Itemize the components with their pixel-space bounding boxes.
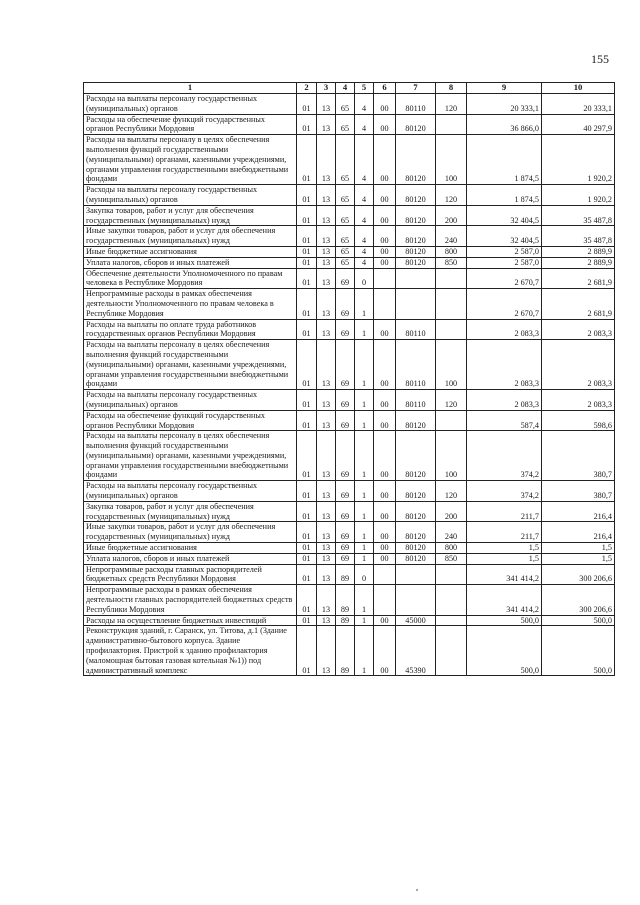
- activity-code-cell: 00: [374, 135, 396, 185]
- row-name-cell: Иные бюджетные ассигнования: [84, 543, 297, 554]
- subprogram-code-cell: 1: [355, 390, 374, 411]
- header-cell: 2: [297, 83, 317, 94]
- program-code-cell: 89: [336, 585, 355, 615]
- activity-code-cell: 00: [374, 319, 396, 340]
- row-name-cell: Непрограммные расходы в рамках обеспечения деятельности Уполномоченного по правам человека в Республике Мордовия: [84, 289, 297, 319]
- amount-year2-cell: 2 681,9: [542, 268, 615, 289]
- row-name-cell: Расходы на обеспечение функций государственных органов Республики Мордовия: [84, 114, 297, 135]
- expense-type-cell: [436, 585, 467, 615]
- target-article-cell: 80120: [396, 410, 436, 431]
- activity-code-cell: 00: [374, 481, 396, 502]
- scan-speck: [416, 889, 418, 891]
- subprogram-code-cell: 1: [355, 553, 374, 564]
- expense-type-cell: 200: [436, 501, 467, 522]
- header-cell: 10: [542, 83, 615, 94]
- activity-code-cell: [374, 585, 396, 615]
- page-number: 155: [591, 52, 609, 66]
- program-code-cell: 65: [336, 114, 355, 135]
- amount-year2-cell: 2 083,3: [542, 319, 615, 340]
- activity-code-cell: [374, 268, 396, 289]
- amount-year2-cell: 1,5: [542, 543, 615, 554]
- section-code-cell: 01: [297, 185, 317, 206]
- subsection-code-cell: 13: [317, 340, 336, 390]
- amount-year2-cell: 500,0: [542, 626, 615, 676]
- amount-year2-cell: 2 083,3: [542, 390, 615, 411]
- section-code-cell: 01: [297, 226, 317, 247]
- table-row: [84, 615, 615, 626]
- target-article-cell: 80120: [396, 543, 436, 554]
- amount-year1-cell: 32 404,5: [467, 205, 542, 226]
- activity-code-cell: 00: [374, 226, 396, 247]
- table-body: [84, 94, 615, 676]
- subsection-code-cell: 13: [317, 390, 336, 411]
- expense-type-cell: [436, 289, 467, 319]
- row-name-cell: Реконструкция зданий, г. Саранск, ул. Титова, д.1 (Здание административно-бытового корпуса. Здание профилактория. Пристрой к зданию профилактория (маломощная бытовая газовая котельная №1)) под административный комплекс: [84, 626, 297, 676]
- subprogram-code-cell: 1: [355, 340, 374, 390]
- row-name-cell: Закупка товаров, работ и услуг для обеспечения государственных (муниципальных) нужд: [84, 205, 297, 226]
- amount-year2-cell: 40 297,9: [542, 114, 615, 135]
- activity-code-cell: [374, 289, 396, 319]
- subsection-code-cell: 13: [317, 522, 336, 543]
- target-article-cell: 80120: [396, 185, 436, 206]
- table-row: [84, 626, 615, 676]
- row-name-cell: Уплата налогов, сборов и иных платежей: [84, 257, 297, 268]
- subprogram-code-cell: 4: [355, 205, 374, 226]
- section-code-cell: 01: [297, 257, 317, 268]
- section-code-cell: 01: [297, 553, 317, 564]
- row-name-cell: Расходы на выплаты персоналу государственных (муниципальных) органов: [84, 185, 297, 206]
- program-code-cell: 89: [336, 626, 355, 676]
- amount-year1-cell: 587,4: [467, 410, 542, 431]
- program-code-cell: 69: [336, 553, 355, 564]
- target-article-cell: [396, 289, 436, 319]
- program-code-cell: 69: [336, 522, 355, 543]
- activity-code-cell: 00: [374, 501, 396, 522]
- subsection-code-cell: 13: [317, 553, 336, 564]
- target-article-cell: 80120: [396, 257, 436, 268]
- amount-year1-cell: 1 874,5: [467, 135, 542, 185]
- section-code-cell: 01: [297, 431, 317, 481]
- program-code-cell: 65: [336, 205, 355, 226]
- subsection-code-cell: 13: [317, 585, 336, 615]
- program-code-cell: 89: [336, 615, 355, 626]
- amount-year1-cell: 1 874,5: [467, 185, 542, 206]
- target-article-cell: [396, 564, 436, 585]
- program-code-cell: 69: [336, 390, 355, 411]
- amount-year2-cell: 598,6: [542, 410, 615, 431]
- amount-year2-cell: 1,5: [542, 553, 615, 564]
- table-row: [84, 226, 615, 247]
- program-code-cell: 65: [336, 135, 355, 185]
- row-name-cell: Непрограммные расходы в рамках обеспечения деятельности главных распорядителей бюджетных средств Республики Мордовия: [84, 585, 297, 615]
- row-name-cell: Расходы на выплаты персоналу государственных (муниципальных) органов: [84, 94, 297, 115]
- subsection-code-cell: 13: [317, 410, 336, 431]
- program-code-cell: 65: [336, 94, 355, 115]
- activity-code-cell: 00: [374, 114, 396, 135]
- subprogram-code-cell: 1: [355, 431, 374, 481]
- table-row: [84, 114, 615, 135]
- amount-year1-cell: 2 083,3: [467, 319, 542, 340]
- amount-year2-cell: 380,7: [542, 431, 615, 481]
- header-cell: 4: [336, 83, 355, 94]
- section-code-cell: 01: [297, 319, 317, 340]
- subsection-code-cell: 13: [317, 289, 336, 319]
- subprogram-code-cell: 1: [355, 543, 374, 554]
- table-row: [84, 94, 615, 115]
- expense-type-cell: 120: [436, 94, 467, 115]
- subprogram-code-cell: 1: [355, 522, 374, 543]
- amount-year1-cell: 20 333,1: [467, 94, 542, 115]
- row-name-cell: Расходы на осуществление бюджетных инвестиций: [84, 615, 297, 626]
- table-row: [84, 501, 615, 522]
- target-article-cell: 80120: [396, 114, 436, 135]
- program-code-cell: 69: [336, 340, 355, 390]
- program-code-cell: 69: [336, 410, 355, 431]
- subsection-code-cell: 13: [317, 135, 336, 185]
- amount-year2-cell: 2 889,9: [542, 246, 615, 257]
- table-row: [84, 289, 615, 319]
- activity-code-cell: 00: [374, 543, 396, 554]
- expense-type-cell: 120: [436, 390, 467, 411]
- amount-year1-cell: 211,7: [467, 522, 542, 543]
- activity-code-cell: 00: [374, 553, 396, 564]
- subprogram-code-cell: 1: [355, 501, 374, 522]
- row-name-cell: Расходы на выплаты персоналу государственных (муниципальных) органов: [84, 390, 297, 411]
- section-code-cell: 01: [297, 268, 317, 289]
- header-cell: 7: [396, 83, 436, 94]
- target-article-cell: 80110: [396, 94, 436, 115]
- section-code-cell: 01: [297, 205, 317, 226]
- row-name-cell: Расходы на обеспечение функций государственных органов Республики Мордовия: [84, 410, 297, 431]
- amount-year1-cell: 2 587,0: [467, 257, 542, 268]
- table-row: [84, 410, 615, 431]
- amount-year1-cell: 341 414,2: [467, 585, 542, 615]
- amount-year2-cell: 216,4: [542, 501, 615, 522]
- activity-code-cell: 00: [374, 185, 396, 206]
- target-article-cell: 80120: [396, 135, 436, 185]
- amount-year2-cell: 1 920,2: [542, 185, 615, 206]
- target-article-cell: 80120: [396, 205, 436, 226]
- subprogram-code-cell: 1: [355, 289, 374, 319]
- expense-type-cell: 100: [436, 135, 467, 185]
- amount-year1-cell: 2 083,3: [467, 390, 542, 411]
- activity-code-cell: [374, 564, 396, 585]
- table-header-row: [84, 83, 615, 94]
- section-code-cell: 01: [297, 390, 317, 411]
- subsection-code-cell: 13: [317, 481, 336, 502]
- section-code-cell: 01: [297, 564, 317, 585]
- section-code-cell: 01: [297, 615, 317, 626]
- section-code-cell: 01: [297, 543, 317, 554]
- subsection-code-cell: 13: [317, 205, 336, 226]
- amount-year1-cell: 374,2: [467, 481, 542, 502]
- amount-year1-cell: 500,0: [467, 626, 542, 676]
- table-row: [84, 564, 615, 585]
- target-article-cell: 80110: [396, 340, 436, 390]
- amount-year1-cell: 500,0: [467, 615, 542, 626]
- table-row: [84, 257, 615, 268]
- section-code-cell: 01: [297, 289, 317, 319]
- header-cell: 5: [355, 83, 374, 94]
- amount-year2-cell: 216,4: [542, 522, 615, 543]
- activity-code-cell: 00: [374, 257, 396, 268]
- section-code-cell: 01: [297, 410, 317, 431]
- amount-year1-cell: 2 670,7: [467, 289, 542, 319]
- activity-code-cell: 00: [374, 615, 396, 626]
- subprogram-code-cell: 4: [355, 226, 374, 247]
- activity-code-cell: 00: [374, 246, 396, 257]
- subprogram-code-cell: 0: [355, 268, 374, 289]
- table-row: [84, 185, 615, 206]
- program-code-cell: 69: [336, 481, 355, 502]
- row-name-cell: Расходы на выплаты персоналу государственных (муниципальных) органов: [84, 481, 297, 502]
- header-cell: 1: [84, 83, 297, 94]
- program-code-cell: 65: [336, 185, 355, 206]
- subprogram-code-cell: 1: [355, 585, 374, 615]
- amount-year2-cell: 35 487,8: [542, 205, 615, 226]
- target-article-cell: [396, 268, 436, 289]
- activity-code-cell: 00: [374, 410, 396, 431]
- row-name-cell: Иные закупки товаров, работ и услуг для обеспечения государственных (муниципальных) нужд: [84, 522, 297, 543]
- expense-type-cell: 240: [436, 226, 467, 247]
- expense-type-cell: 120: [436, 185, 467, 206]
- activity-code-cell: 00: [374, 340, 396, 390]
- activity-code-cell: 00: [374, 205, 396, 226]
- program-code-cell: 69: [336, 268, 355, 289]
- program-code-cell: 69: [336, 501, 355, 522]
- amount-year2-cell: 300 206,6: [542, 564, 615, 585]
- amount-year1-cell: 1,5: [467, 543, 542, 554]
- subsection-code-cell: 13: [317, 114, 336, 135]
- amount-year1-cell: 1,5: [467, 553, 542, 564]
- program-code-cell: 65: [336, 226, 355, 247]
- table-row: [84, 319, 615, 340]
- row-name-cell: Расходы на выплаты персоналу в целях обеспечения выполнения функций государственными (муниципальными) органами, казенными учреждениями, органами управления государственными внебюджетными фондами: [84, 431, 297, 481]
- row-name-cell: Иные бюджетные ассигнования: [84, 246, 297, 257]
- subsection-code-cell: 13: [317, 431, 336, 481]
- subprogram-code-cell: 1: [355, 481, 374, 502]
- target-article-cell: [396, 585, 436, 615]
- program-code-cell: 69: [336, 543, 355, 554]
- amount-year1-cell: 211,7: [467, 501, 542, 522]
- program-code-cell: 89: [336, 564, 355, 585]
- section-code-cell: 01: [297, 340, 317, 390]
- header-cell: 3: [317, 83, 336, 94]
- subsection-code-cell: 13: [317, 319, 336, 340]
- target-article-cell: 45000: [396, 615, 436, 626]
- row-name-cell: Закупка товаров, работ и услуг для обеспечения государственных (муниципальных) нужд: [84, 501, 297, 522]
- header-cell: 8: [436, 83, 467, 94]
- budget-table: [83, 82, 615, 676]
- subsection-code-cell: 13: [317, 268, 336, 289]
- row-name-cell: Непрограммные расходы главных распорядителей бюджетных средств Республики Мордовия: [84, 564, 297, 585]
- program-code-cell: 69: [336, 431, 355, 481]
- target-article-cell: 80110: [396, 390, 436, 411]
- table-row: [84, 481, 615, 502]
- amount-year2-cell: 35 487,8: [542, 226, 615, 247]
- row-name-cell: Расходы на выплаты персоналу в целях обеспечения выполнения функций государственными (муниципальными) органами, казенными учреждениями, органами управления государственными внебюджетными фондами: [84, 340, 297, 390]
- subsection-code-cell: 13: [317, 257, 336, 268]
- table-row: [84, 268, 615, 289]
- amount-year2-cell: 20 333,1: [542, 94, 615, 115]
- amount-year1-cell: 2 587,0: [467, 246, 542, 257]
- activity-code-cell: 00: [374, 94, 396, 115]
- target-article-cell: 80120: [396, 501, 436, 522]
- amount-year2-cell: 2 083,3: [542, 340, 615, 390]
- row-name-cell: Уплата налогов, сборов и иных платежей: [84, 553, 297, 564]
- amount-year1-cell: 374,2: [467, 431, 542, 481]
- target-article-cell: 45390: [396, 626, 436, 676]
- target-article-cell: 80120: [396, 226, 436, 247]
- program-code-cell: 65: [336, 246, 355, 257]
- expense-type-cell: 200: [436, 205, 467, 226]
- subprogram-code-cell: 4: [355, 246, 374, 257]
- subprogram-code-cell: 4: [355, 185, 374, 206]
- amount-year1-cell: 36 866,0: [467, 114, 542, 135]
- header-cell: 6: [374, 83, 396, 94]
- row-name-cell: Расходы на выплаты по оплате труда работников государственных органов Республики Мордовия: [84, 319, 297, 340]
- table-row: [84, 585, 615, 615]
- section-code-cell: 01: [297, 481, 317, 502]
- subsection-code-cell: 13: [317, 501, 336, 522]
- amount-year2-cell: 1 920,2: [542, 135, 615, 185]
- expense-type-cell: [436, 615, 467, 626]
- program-code-cell: 69: [336, 289, 355, 319]
- target-article-cell: 80120: [396, 481, 436, 502]
- subsection-code-cell: 13: [317, 246, 336, 257]
- amount-year1-cell: 2 670,7: [467, 268, 542, 289]
- subsection-code-cell: 13: [317, 94, 336, 115]
- amount-year2-cell: 2 889,9: [542, 257, 615, 268]
- amount-year2-cell: 500,0: [542, 615, 615, 626]
- expense-type-cell: 120: [436, 481, 467, 502]
- subsection-code-cell: 13: [317, 626, 336, 676]
- target-article-cell: 80120: [396, 431, 436, 481]
- expense-type-cell: [436, 410, 467, 431]
- subprogram-code-cell: 1: [355, 410, 374, 431]
- activity-code-cell: 00: [374, 522, 396, 543]
- target-article-cell: 80120: [396, 246, 436, 257]
- expense-type-cell: 240: [436, 522, 467, 543]
- row-name-cell: Иные закупки товаров, работ и услуг для обеспечения государственных (муниципальных) нужд: [84, 226, 297, 247]
- activity-code-cell: 00: [374, 626, 396, 676]
- table-row: [84, 553, 615, 564]
- subsection-code-cell: 13: [317, 226, 336, 247]
- program-code-cell: 69: [336, 319, 355, 340]
- expense-type-cell: 850: [436, 257, 467, 268]
- table-row: [84, 246, 615, 257]
- expense-type-cell: [436, 114, 467, 135]
- activity-code-cell: 00: [374, 431, 396, 481]
- expense-type-cell: 100: [436, 340, 467, 390]
- table-row: [84, 522, 615, 543]
- subprogram-code-cell: 4: [355, 135, 374, 185]
- expense-type-cell: 100: [436, 431, 467, 481]
- expense-type-cell: [436, 268, 467, 289]
- table-row: [84, 431, 615, 481]
- table-row: [84, 340, 615, 390]
- section-code-cell: 01: [297, 114, 317, 135]
- amount-year1-cell: 341 414,2: [467, 564, 542, 585]
- subprogram-code-cell: 1: [355, 626, 374, 676]
- amount-year1-cell: 2 083,3: [467, 340, 542, 390]
- subprogram-code-cell: 1: [355, 615, 374, 626]
- expense-type-cell: 800: [436, 543, 467, 554]
- subprogram-code-cell: 4: [355, 94, 374, 115]
- subprogram-code-cell: 4: [355, 114, 374, 135]
- table-row: [84, 205, 615, 226]
- expense-type-cell: 800: [436, 246, 467, 257]
- table-row: [84, 135, 615, 185]
- section-code-cell: 01: [297, 501, 317, 522]
- expense-type-cell: 850: [436, 553, 467, 564]
- activity-code-cell: 00: [374, 390, 396, 411]
- program-code-cell: 65: [336, 257, 355, 268]
- table-row: [84, 543, 615, 554]
- table-row: [84, 390, 615, 411]
- subsection-code-cell: 13: [317, 564, 336, 585]
- expense-type-cell: [436, 564, 467, 585]
- subsection-code-cell: 13: [317, 185, 336, 206]
- subprogram-code-cell: 1: [355, 319, 374, 340]
- section-code-cell: 01: [297, 135, 317, 185]
- section-code-cell: 01: [297, 246, 317, 257]
- expense-type-cell: [436, 319, 467, 340]
- amount-year2-cell: 300 206,6: [542, 585, 615, 615]
- section-code-cell: 01: [297, 626, 317, 676]
- subprogram-code-cell: 0: [355, 564, 374, 585]
- subprogram-code-cell: 4: [355, 257, 374, 268]
- row-name-cell: Обеспечение деятельности Уполномоченного по правам человека в Республике Мордовия: [84, 268, 297, 289]
- target-article-cell: 80110: [396, 319, 436, 340]
- amount-year2-cell: 2 681,9: [542, 289, 615, 319]
- amount-year2-cell: 380,7: [542, 481, 615, 502]
- expense-type-cell: [436, 626, 467, 676]
- target-article-cell: 80120: [396, 522, 436, 543]
- row-name-cell: Расходы на выплаты персоналу в целях обеспечения выполнения функций государственными (муниципальными) органами, казенными учреждениями, органами управления государственными внебюджетными фондами: [84, 135, 297, 185]
- subsection-code-cell: 13: [317, 615, 336, 626]
- target-article-cell: 80120: [396, 553, 436, 564]
- section-code-cell: 01: [297, 585, 317, 615]
- section-code-cell: 01: [297, 94, 317, 115]
- subsection-code-cell: 13: [317, 543, 336, 554]
- header-cell: 9: [467, 83, 542, 94]
- amount-year1-cell: 32 404,5: [467, 226, 542, 247]
- section-code-cell: 01: [297, 522, 317, 543]
